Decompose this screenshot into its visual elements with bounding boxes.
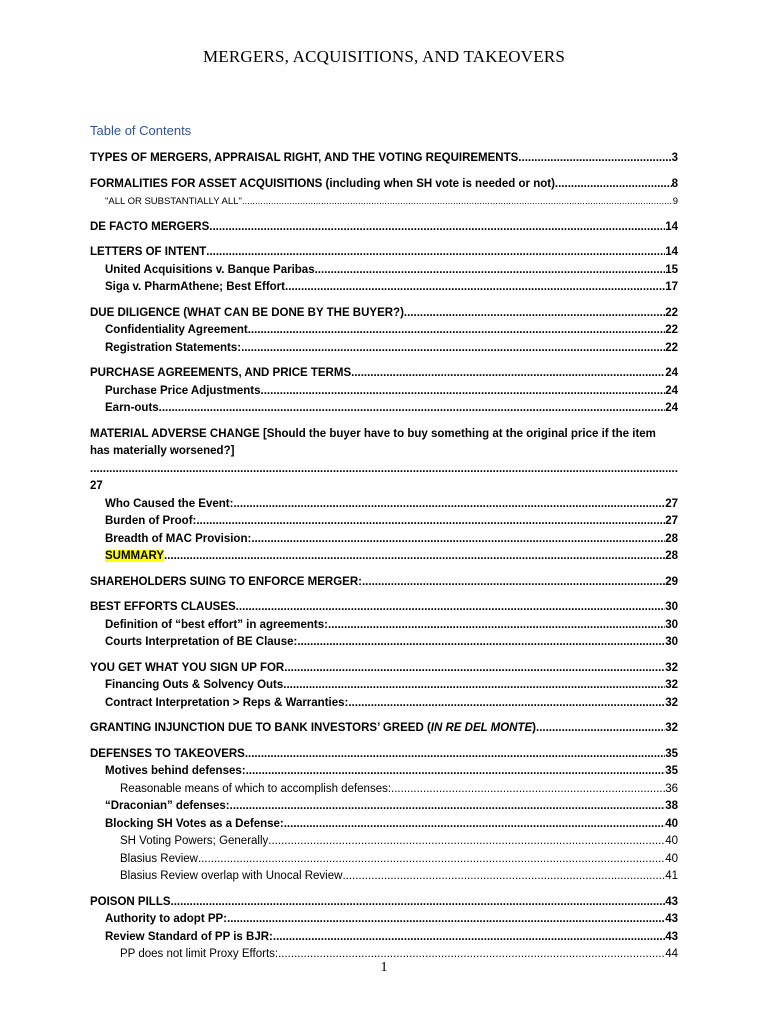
toc-entry-label xyxy=(105,513,196,531)
toc-entry[interactable] xyxy=(90,599,678,617)
toc-entry-label-italic: IN RE DEL MONTE xyxy=(430,722,533,734)
toc-entry-label xyxy=(105,929,273,947)
toc-page-number: 22 xyxy=(665,306,678,319)
toc-leader-dots xyxy=(287,660,665,678)
table-of-contents xyxy=(90,150,678,972)
toc-entry-label xyxy=(90,150,522,168)
toc-page-number: 41 xyxy=(665,870,678,882)
toc-entry-label-text: Blasius Review xyxy=(120,852,198,865)
toc-entry[interactable] xyxy=(90,513,678,531)
toc-page-number: 3 xyxy=(671,152,678,164)
toc-page-number: 40 xyxy=(665,835,678,847)
toc-page-number: 27 xyxy=(665,515,678,527)
toc-entry-label-text: DE FACTO MERGERS. xyxy=(90,220,213,233)
toc-entry-label xyxy=(120,851,198,869)
toc-entry[interactable] xyxy=(90,496,678,514)
toc-leader-dots xyxy=(348,695,665,713)
toc-entry-label-text: PURCHASE AGREEMENTS, AND PRICE TERMS. xyxy=(90,367,355,379)
toc-leader-dots xyxy=(241,340,665,358)
toc-page-number: 22 xyxy=(665,324,678,336)
toc-entry-label xyxy=(90,660,287,678)
toc-leader-dots xyxy=(297,634,665,652)
toc-leader-dots xyxy=(159,400,666,418)
toc-page-number: 22 xyxy=(665,341,678,354)
toc-entry[interactable] xyxy=(90,695,678,713)
toc-page-number: 35 xyxy=(665,765,678,777)
document-title: MERGERS, ACQUISITIONS, AND TAKEOVERS xyxy=(202,47,566,66)
toc-entry[interactable] xyxy=(90,322,678,340)
toc-entry-label-text: Confidentiality Agreement xyxy=(105,324,248,336)
toc-entry[interactable] xyxy=(90,305,678,323)
toc-entry[interactable] xyxy=(90,833,678,851)
toc-entry[interactable] xyxy=(90,851,678,869)
toc-entry-label xyxy=(105,322,248,340)
toc-leader-dots xyxy=(328,617,665,635)
toc-leader-dots xyxy=(90,461,678,479)
toc-page-number: 29 xyxy=(665,575,678,588)
toc-entry-label xyxy=(90,746,248,764)
toc-entry[interactable] xyxy=(90,781,678,799)
toc-page-number: 15 xyxy=(665,263,678,276)
toc-entry-label-text: Definition of “best effort” in agreements: xyxy=(105,618,328,631)
toc-entry-label-text: "ALL OR SUBSTANTIALLY ALL" xyxy=(105,196,242,207)
toc-page-number: 28 xyxy=(665,550,678,562)
toc-page-number: 24 xyxy=(665,402,678,414)
toc-leader-dots xyxy=(261,383,666,401)
toc-entry-label xyxy=(90,176,555,194)
toc-page-number: 32 xyxy=(665,679,678,691)
toc-entry-label xyxy=(105,400,159,418)
toc-leader-dots xyxy=(206,244,665,262)
toc-entry-label xyxy=(120,781,391,799)
toc-entry-label xyxy=(120,833,268,851)
toc-entry-label xyxy=(105,548,164,566)
toc-entry[interactable] xyxy=(90,548,678,566)
toc-entry[interactable] xyxy=(90,763,678,781)
toc-entry-label xyxy=(90,305,404,323)
toc-entry-label-text: Earn-outs xyxy=(105,402,159,414)
toc-entry-label-text: Who Caused the Event: xyxy=(105,497,234,510)
toc-page-number: 27 xyxy=(90,480,103,492)
toc-leader-dots xyxy=(342,868,665,886)
toc-page-number: 30 xyxy=(665,601,678,613)
toc-entry[interactable] xyxy=(90,798,678,816)
toc-leader-dots xyxy=(362,574,665,592)
toc-entry[interactable] xyxy=(90,634,678,652)
toc-entry-label xyxy=(90,720,536,738)
toc-entry[interactable] xyxy=(90,426,678,496)
toc-entry[interactable] xyxy=(90,262,678,280)
toc-heading[interactable]: Table of Contents xyxy=(90,123,192,138)
toc-entry-label xyxy=(105,677,283,695)
toc-entry-label-text: Breadth of MAC Provision: xyxy=(105,532,252,545)
toc-page-number: 30 xyxy=(665,636,678,648)
toc-leader-dots xyxy=(354,365,665,383)
toc-page-number: 30 xyxy=(665,618,678,631)
toc-page-number: 35 xyxy=(665,747,678,760)
toc-section xyxy=(90,746,678,886)
toc-entry[interactable] xyxy=(90,816,678,834)
toc-entry-label xyxy=(90,244,206,262)
toc-section xyxy=(90,150,678,168)
toc-entry[interactable] xyxy=(90,911,678,929)
toc-page-number: 44 xyxy=(665,948,678,960)
toc-entry-label-text: YOU GET WHAT YOU SIGN UP FOR. xyxy=(90,661,288,674)
toc-entry[interactable] xyxy=(90,617,678,635)
toc-entry[interactable] xyxy=(90,244,678,262)
toc-entry-label xyxy=(90,599,239,617)
toc-leader-dots xyxy=(171,894,666,912)
toc-entry-label-text: FORMALITIES FOR ASSET ACQUISITIONS (including when SH vote is needed or not) xyxy=(90,177,555,190)
toc-leader-dots xyxy=(233,496,665,514)
toc-leader-dots xyxy=(315,262,666,280)
toc-entry-label-text: Contract Interpretation > Reps & Warranties: xyxy=(105,696,349,709)
toc-leader-dots xyxy=(212,219,665,237)
toc-page-number: 24 xyxy=(665,384,678,397)
toc-leader-dots xyxy=(268,833,665,851)
toc-entry-label xyxy=(90,574,362,592)
toc-entry-label xyxy=(105,816,284,834)
toc-entry-label-text: SH Voting Powers; Generally xyxy=(120,835,269,847)
toc-entry-label-text: DUE DILIGENCE (WHAT CAN BE DONE BY THE BUYER?) xyxy=(90,306,404,319)
toc-entry-label xyxy=(105,911,227,929)
toc-entry[interactable] xyxy=(90,720,678,738)
toc-entry-label-text: TYPES OF MERGERS, APPRAISAL RIGHT, AND THE VOTING REQUIREMENTS. xyxy=(90,152,522,164)
toc-entry[interactable] xyxy=(90,894,678,912)
toc-entry[interactable] xyxy=(90,340,678,358)
toc-entry-label-text: Reasonable means of which to accomplish defenses: xyxy=(120,782,392,795)
toc-leader-dots xyxy=(555,176,672,194)
toc-leader-dots xyxy=(522,150,672,168)
toc-page-number: 40 xyxy=(665,852,678,865)
toc-leader-dots xyxy=(283,677,665,695)
toc-section xyxy=(90,574,678,592)
toc-page-number: 38 xyxy=(665,800,678,812)
toc-entry[interactable] xyxy=(90,193,678,211)
toc-entry-label-text: Purchase Price Adjustments xyxy=(105,384,261,397)
toc-page-number: 28 xyxy=(665,532,678,545)
toc-entry[interactable] xyxy=(90,176,678,194)
toc-entry-label-text: MATERIAL ADVERSE CHANGE [Should the buyer have to buy something at the original price if the item xyxy=(90,427,656,440)
toc-entry[interactable] xyxy=(90,400,678,418)
toc-entry-label xyxy=(120,868,342,886)
toc-entry-label-continued: has materially worsened?] xyxy=(90,445,235,457)
toc-entry-label xyxy=(105,496,233,514)
toc-entry-label xyxy=(105,262,315,280)
toc-entry-label xyxy=(105,279,288,297)
toc-leader-dots xyxy=(284,816,665,834)
toc-page-number: 43 xyxy=(665,930,678,943)
toc-page-number: 27 xyxy=(665,497,678,510)
toc-entry-label-text: Burden of Proof: xyxy=(105,515,197,527)
toc-entry-label xyxy=(105,798,230,816)
toc-entry-label-text: Siga v. PharmAthene; Best Effort. xyxy=(105,281,289,293)
toc-entry-label-text: Financing Outs & Solvency Outs xyxy=(105,679,284,691)
toc-entry[interactable] xyxy=(90,150,678,168)
toc-leader-dots xyxy=(239,599,665,617)
toc-entry-label-text: Courts Interpretation of BE Clause: xyxy=(105,636,298,648)
toc-leader-dots xyxy=(230,798,666,816)
toc-entry-label-text: “Draconian” defenses: xyxy=(105,800,230,812)
toc-entry-label-text: Motives behind defenses: xyxy=(105,765,246,777)
toc-entry[interactable] xyxy=(90,660,678,678)
toc-page-number: 9 xyxy=(672,196,678,207)
toc-leader-dots xyxy=(246,763,666,781)
toc-section xyxy=(90,305,678,358)
toc-leader-dots xyxy=(536,720,665,738)
toc-entry-label-text: SHAREHOLDERS SUING TO ENFORCE MERGER: xyxy=(90,575,362,588)
toc-entry-label-text: Review Standard of PP is BJR: xyxy=(105,930,273,943)
toc-leader-dots xyxy=(242,193,673,211)
toc-entry[interactable] xyxy=(90,868,678,886)
toc-page-number: 14 xyxy=(665,220,678,233)
toc-section xyxy=(90,365,678,418)
toc-entry-label xyxy=(105,340,241,358)
toc-page-number: 32 xyxy=(665,696,678,709)
toc-leader-dots xyxy=(196,513,665,531)
toc-leader-dots xyxy=(248,746,665,764)
toc-entry-label-text: BEST EFFORTS CLAUSES. xyxy=(90,601,239,613)
toc-entry-label-text: DEFENSES TO TAKEOVERS. xyxy=(90,747,249,760)
toc-entry-label-text: Blasius Review overlap with Unocal Review xyxy=(120,870,343,882)
toc-leader-dots xyxy=(404,305,665,323)
toc-page-number: 40 xyxy=(665,817,678,830)
toc-entry[interactable] xyxy=(90,531,678,549)
toc-page-number: 17 xyxy=(665,281,678,293)
toc-entry-label xyxy=(105,763,246,781)
toc-entry[interactable] xyxy=(90,574,678,592)
toc-entry-label xyxy=(105,634,297,652)
toc-entry-label xyxy=(105,383,261,401)
toc-leader-dots xyxy=(251,531,665,549)
toc-section xyxy=(90,599,678,652)
toc-page-number: 43 xyxy=(665,913,678,925)
toc-leader-dots xyxy=(227,911,665,929)
toc-entry-label-tail: ) xyxy=(532,722,537,734)
toc-page-number: 32 xyxy=(665,661,678,674)
toc-entry-label-text: Blocking SH Votes as a Defense: xyxy=(105,817,284,830)
toc-page-number: 8 xyxy=(671,177,678,190)
toc-page-number: 32 xyxy=(665,722,678,734)
toc-section xyxy=(90,894,678,964)
toc-page-number: 24 xyxy=(665,367,678,379)
toc-section xyxy=(90,426,678,566)
toc-entry[interactable] xyxy=(90,677,678,695)
toc-leader-dots xyxy=(273,929,665,947)
toc-leader-dots xyxy=(198,851,665,869)
toc-entry-label-text: POISON PILLS xyxy=(90,895,171,908)
toc-section xyxy=(90,244,678,297)
toc-entry-label xyxy=(90,894,171,912)
toc-entry[interactable] xyxy=(90,383,678,401)
toc-leader-dots xyxy=(248,322,666,340)
toc-entry-label xyxy=(90,426,678,444)
toc-entry[interactable] xyxy=(90,279,678,297)
toc-section xyxy=(90,660,678,713)
toc-entry-label-text: GRANTING INJUNCTION DUE TO BANK INVESTORS’ GREED ( xyxy=(90,722,431,734)
toc-entry[interactable] xyxy=(90,219,678,237)
toc-section xyxy=(90,720,678,738)
toc-entry-label xyxy=(105,193,242,211)
page-number: 1 xyxy=(380,960,388,975)
toc-entry-label-text: SUMMARY xyxy=(105,550,164,562)
toc-entry-label-text: Registration Statements: xyxy=(105,341,242,354)
toc-leader-dots xyxy=(288,279,665,297)
toc-entry[interactable] xyxy=(90,746,678,764)
toc-page-number: 43 xyxy=(665,895,678,908)
toc-leader-dots xyxy=(164,548,665,566)
toc-entry-label xyxy=(90,365,354,383)
toc-page-number: 36 xyxy=(665,782,678,795)
toc-entry[interactable] xyxy=(90,365,678,383)
toc-leader-dots xyxy=(391,781,665,799)
toc-entry-label-text: LETTERS OF INTENT xyxy=(90,246,207,258)
toc-entry-label-text: United Acquisitions v. Banque Paribas xyxy=(105,263,315,276)
toc-entry[interactable] xyxy=(90,929,678,947)
toc-entry-label xyxy=(105,695,348,713)
toc-page-number: 14 xyxy=(665,246,678,258)
toc-entry-label xyxy=(105,617,328,635)
toc-entry-label xyxy=(90,219,212,237)
toc-section xyxy=(90,219,678,237)
toc-section xyxy=(90,176,678,211)
toc-entry-label-text: PP does not limit Proxy Efforts: xyxy=(120,948,279,960)
toc-entry-label-text: Authority to adopt PP: xyxy=(105,913,228,925)
toc-entry-label xyxy=(105,531,251,549)
